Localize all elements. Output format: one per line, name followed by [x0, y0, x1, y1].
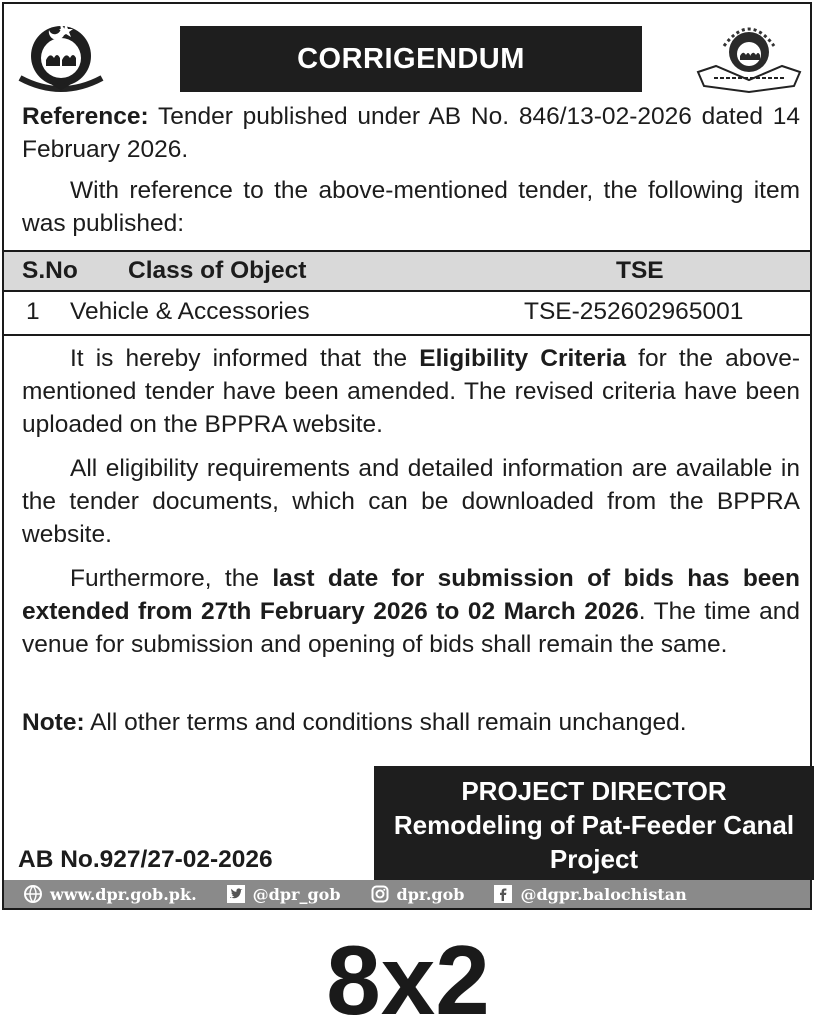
eligibility-paragraph	[22, 342, 800, 441]
footer-website[interactable]: www.dpr.gob.pk.	[50, 884, 197, 904]
eligibility-text-post: for the above-mentioned tender have been amended. The revised criteria have been uploaded on the BPPRA website.	[22, 345, 800, 438]
advertisement-frame	[2, 2, 812, 910]
extension-bold: last date for submission of bids has been extended from 27th February 2026 to 02 March 2026	[22, 565, 800, 625]
globe-icon	[24, 885, 42, 903]
requirements-paragraph: All eligibility requirements and detailed information are available in the tender documents, which can be downloaded from the BPPRA website.	[22, 455, 800, 548]
table-header	[4, 250, 810, 292]
extension-paragraph	[22, 562, 800, 661]
note-paragraph	[22, 706, 800, 739]
footer-instagram[interactable]: dpr.gob	[396, 884, 465, 904]
dgpr-balochistan-emblem-icon	[694, 16, 804, 96]
cell-tse: TSE-252602965001	[524, 298, 744, 325]
ab-number: AB No.927/27-02-2026	[18, 846, 273, 873]
instagram-icon	[371, 885, 389, 903]
extension-text-pre: Furthermore, the	[70, 565, 273, 592]
cell-class: Vehicle & Accessories	[70, 298, 310, 325]
signature-project-cont: Project	[549, 844, 639, 874]
footer-twitter[interactable]: @dpr_gob	[252, 884, 341, 904]
footer-facebook[interactable]: @dgpr.balochistan	[520, 884, 687, 904]
eligibility-criteria-bold: Eligibility Criteria	[419, 345, 627, 372]
extension-text-post: . The time and venue for submission and opening of bids shall remain the same.	[22, 598, 801, 658]
eligibility-text-pre: It is hereby informed that the	[70, 345, 420, 372]
balochistan-government-seal-icon	[16, 16, 106, 96]
note-label: Note:	[22, 709, 85, 736]
reference-paragraph	[22, 100, 800, 166]
table-row	[4, 290, 810, 336]
cell-sno: 1	[26, 298, 40, 325]
signature-title: PROJECT DIRECTOR	[461, 776, 727, 806]
signature-block	[374, 766, 814, 880]
reference-label: Reference:	[22, 103, 149, 130]
signature-project: Remodeling of Pat-Feeder Canal	[393, 810, 795, 840]
page-title: CORRIGENDUM	[180, 26, 642, 92]
column-header-tse: TSE	[616, 257, 664, 284]
twitter-icon	[227, 885, 245, 903]
ad-size-tag: 8x2	[326, 925, 490, 1035]
note-text: All other terms and conditions shall remain unchanged.	[84, 709, 687, 736]
intro-paragraph: With reference to the above-mentioned tender, the following item was published:	[22, 177, 800, 237]
facebook-icon	[494, 885, 512, 903]
column-header-sno: S.No	[22, 257, 78, 284]
reference-text: Tender published under AB No. 846/13-02-2026 dated 14 February 2026.	[22, 103, 800, 163]
footer-strip	[4, 880, 810, 908]
column-header-class: Class of Object	[128, 257, 307, 284]
